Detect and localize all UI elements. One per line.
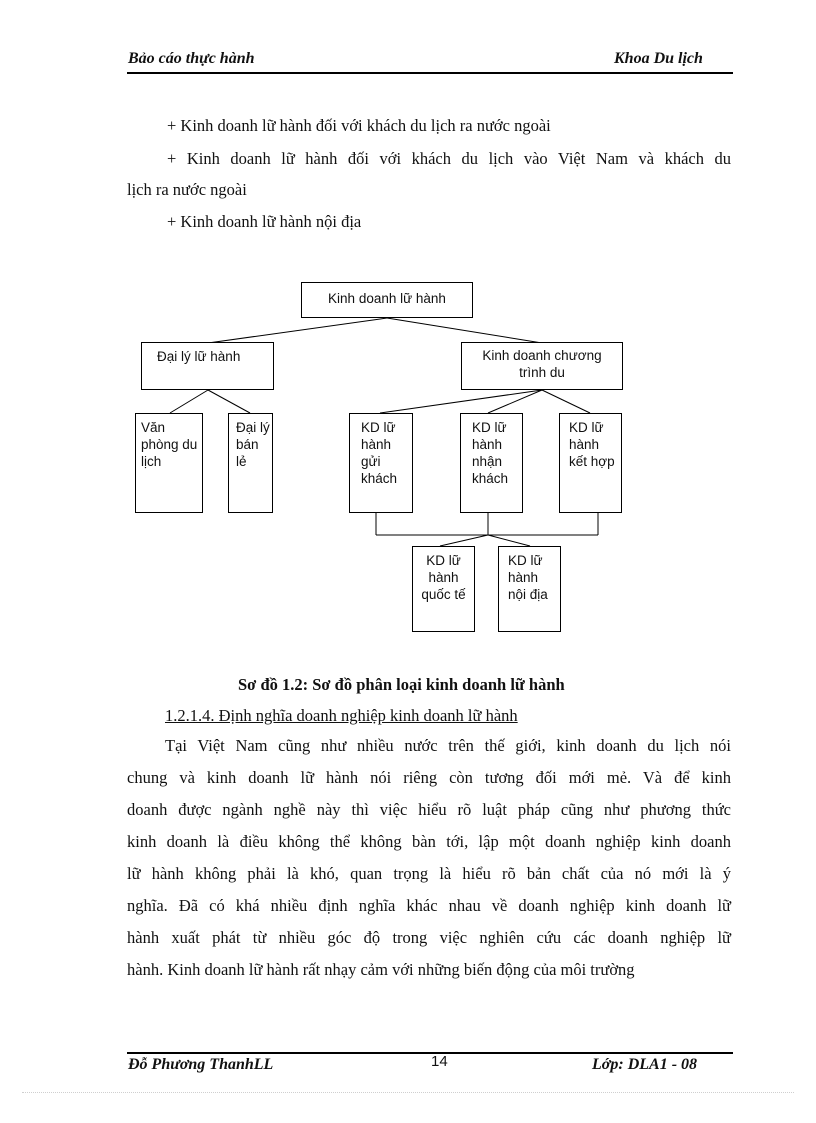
footer-author: Đỗ Phương ThanhLL [128, 1056, 274, 1073]
node-inbound-label: KD lữ hành nhận khách [472, 420, 509, 486]
section-heading: 1.2.1.4. Định nghĩa doanh nghiệp kinh doanh lữ hành [165, 706, 518, 725]
paragraph-line-6: nghĩa. Đã có khá nhiều định nghĩa khác nhau về doanh nghiệp kinh doanh lữ [127, 896, 731, 915]
node-travel-office-label: Văn phòng du lịch [141, 420, 198, 469]
paragraph-line-4: kinh doanh là điều không thể không bàn tới, lập một doanh nghiệp kinh doanh [127, 832, 731, 851]
node-travel-agency-label: Đại lý lữ hành [157, 349, 241, 364]
node-outbound-label: KD lữ hành gửi khách [361, 420, 398, 486]
footer-rule [127, 1052, 733, 1054]
node-retail-agency [228, 413, 273, 513]
node-international-label: KD lữ hành quốc tế [421, 553, 466, 602]
bullet-inbound-line1: + Kinh doanh lữ hành đối với khách du lịch vào Việt Nam và khách du [167, 149, 731, 168]
footer-class: Lớp: DLA1 - 08 [592, 1056, 698, 1073]
paragraph-line-8: hành. Kinh doanh lữ hành rất nhạy cảm với những biến động của môi trường [127, 960, 635, 979]
paragraph-line-1: Tại Việt Nam cũng như nhiều nước trên thế giới, kinh doanh du lịch nói [165, 736, 731, 755]
node-travel-agency [141, 342, 274, 390]
node-program-business [461, 342, 623, 390]
node-tour-business [301, 282, 473, 318]
paragraph-line-3: doanh được ngành nghề này thì việc hiểu rõ luật pháp cũng như phương thức [127, 800, 731, 819]
node-inbound [460, 413, 523, 513]
bullet-outbound: + Kinh doanh lữ hành đối với khách du lịch ra nước ngoài [167, 116, 551, 135]
node-program-business-label: Kinh doanh chương trình du [482, 348, 602, 380]
page-bottom-dotted-edge [22, 1092, 794, 1093]
node-travel-office [135, 413, 203, 513]
node-retail-agency-label: Đại lý bán lẻ [236, 420, 270, 469]
node-international [412, 546, 475, 632]
node-domestic-label: KD lữ hành nội địa [508, 553, 548, 602]
node-combined [559, 413, 622, 513]
paragraph-line-7: hành xuất phát từ nhiều góc độ trong việc nghiên cứu các doanh nghiệp lữ [127, 928, 731, 947]
node-domestic [498, 546, 561, 632]
diagram-caption: Sơ đồ 1.2: Sơ đồ phân loại kinh doanh lữ hành [238, 675, 565, 694]
paragraph-line-2: chung và kinh doanh lữ hành nói riêng còn tương đối mới mẻ. Và để kinh [127, 768, 731, 787]
node-combined-label: KD lữ hành kết hợp [569, 420, 615, 469]
bullet-domestic: + Kinh doanh lữ hành nội địa [167, 212, 362, 231]
paragraph-line-5: lữ hành không phải là khó, quan trọng là hiểu rõ bản chất của nó mới là ý [127, 864, 731, 883]
node-tour-business-label: Kinh doanh lữ hành [328, 291, 446, 306]
bullet-inbound-line2: lịch ra nước ngoài [127, 180, 247, 199]
header-left-title: Bảo cáo thực hành [128, 50, 255, 67]
node-outbound [349, 413, 413, 513]
header-right-title: Khoa Du lịch [614, 50, 703, 67]
page-number: 14 [431, 1053, 448, 1070]
